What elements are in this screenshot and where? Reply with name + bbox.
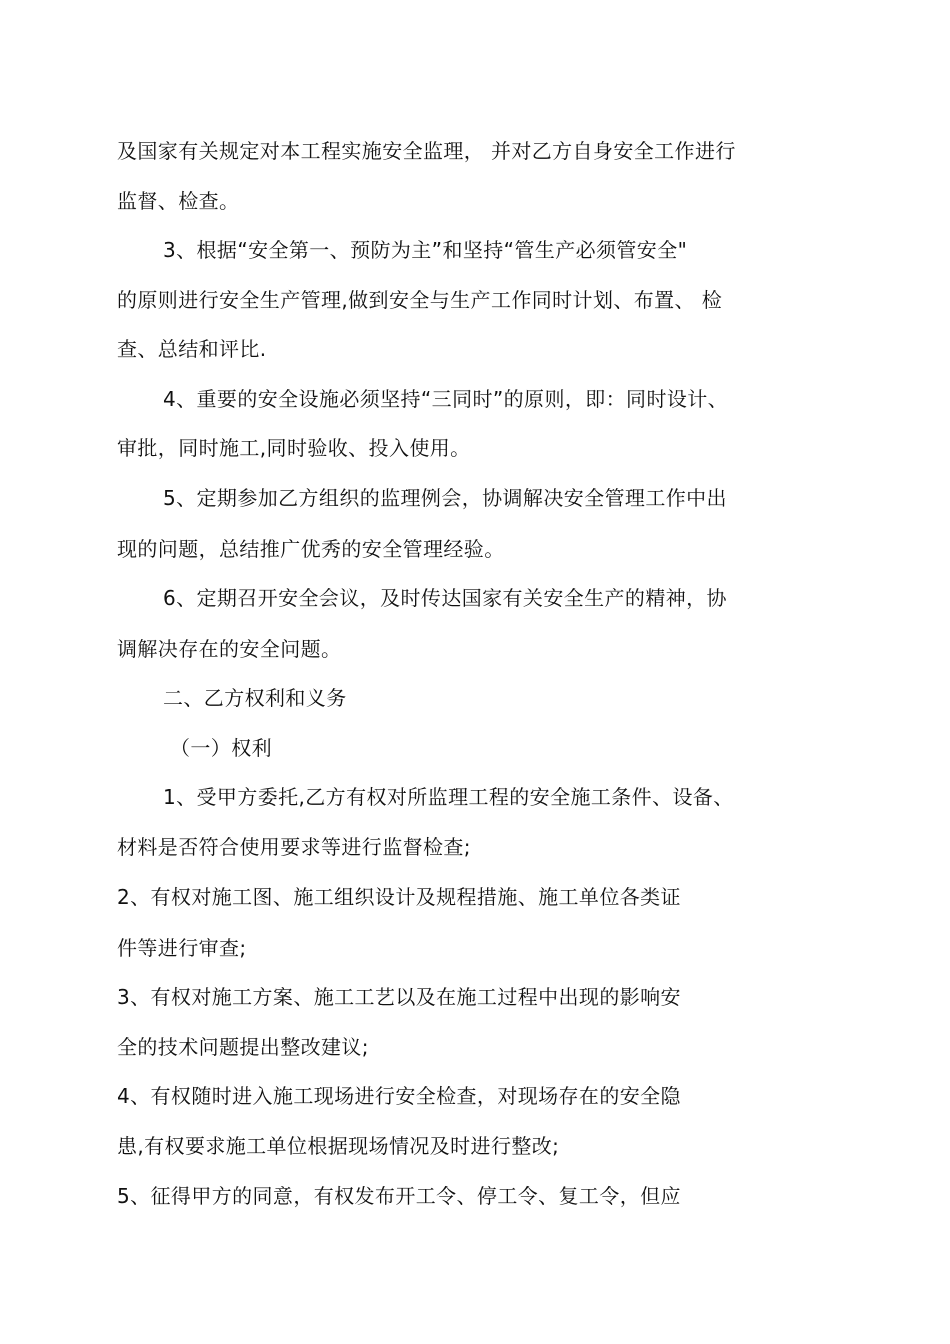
paragraph-line: 2、有权对施工图、施工组织设计及规程措施、施工单位各类证 (117, 885, 681, 909)
paragraph-line: 监督、检查。 (117, 189, 240, 213)
paragraph-line: 1、受甲方委托,乙方有权对所监理工程的安全施工条件、设备、 (163, 785, 734, 809)
section-heading: 二、乙方权利和义务 (163, 686, 347, 710)
paragraph-line: 件等进行审查; (117, 936, 247, 960)
paragraph-line: 及国家有关规定对本工程实施安全监理， 并对乙方自身安全工作进行 (117, 139, 736, 163)
paragraph-line: 的原则进行安全生产管理,做到安全与生产工作同时计划、布置、 检 (117, 288, 723, 312)
paragraph-line: 4、有权随时进入施工现场进行安全检查，对现场存在的安全隐 (117, 1084, 681, 1108)
paragraph-line: 现的问题，总结推广优秀的安全管理经验。 (117, 537, 505, 561)
paragraph-line: 4、重要的安全设施必须坚持“三同时”的原则，即：同时设计、 (163, 387, 729, 411)
paragraph-line: 5、定期参加乙方组织的监理例会，协调解决安全管理工作中出 (163, 486, 727, 510)
paragraph-line: 3、根据“安全第一、预防为主”和坚持“管生产必须管安全" (163, 238, 688, 262)
paragraph-line: 5、征得甲方的同意，有权发布开工令、停工令、复工令，但应 (117, 1184, 681, 1208)
paragraph-line: 6、定期召开安全会议，及时传达国家有关安全生产的精神，协 (163, 586, 727, 610)
paragraph-line: 患,有权要求施工单位根据现场情况及时进行整改; (117, 1134, 560, 1158)
paragraph-line: 审批，同时施工,同时验收、投入使用。 (117, 436, 471, 460)
paragraph-line: 全的技术问题提出整改建议; (117, 1035, 369, 1059)
paragraph-line: 查、总结和评比. (117, 337, 267, 361)
paragraph-line: 调解决存在的安全问题。 (117, 637, 342, 661)
subsection-heading: （一）权利 (170, 736, 272, 760)
paragraph-line: 3、有权对施工方案、施工工艺以及在施工过程中出现的影响安 (117, 985, 681, 1009)
paragraph-line: 材料是否符合使用要求等进行监督检查; (117, 835, 471, 859)
